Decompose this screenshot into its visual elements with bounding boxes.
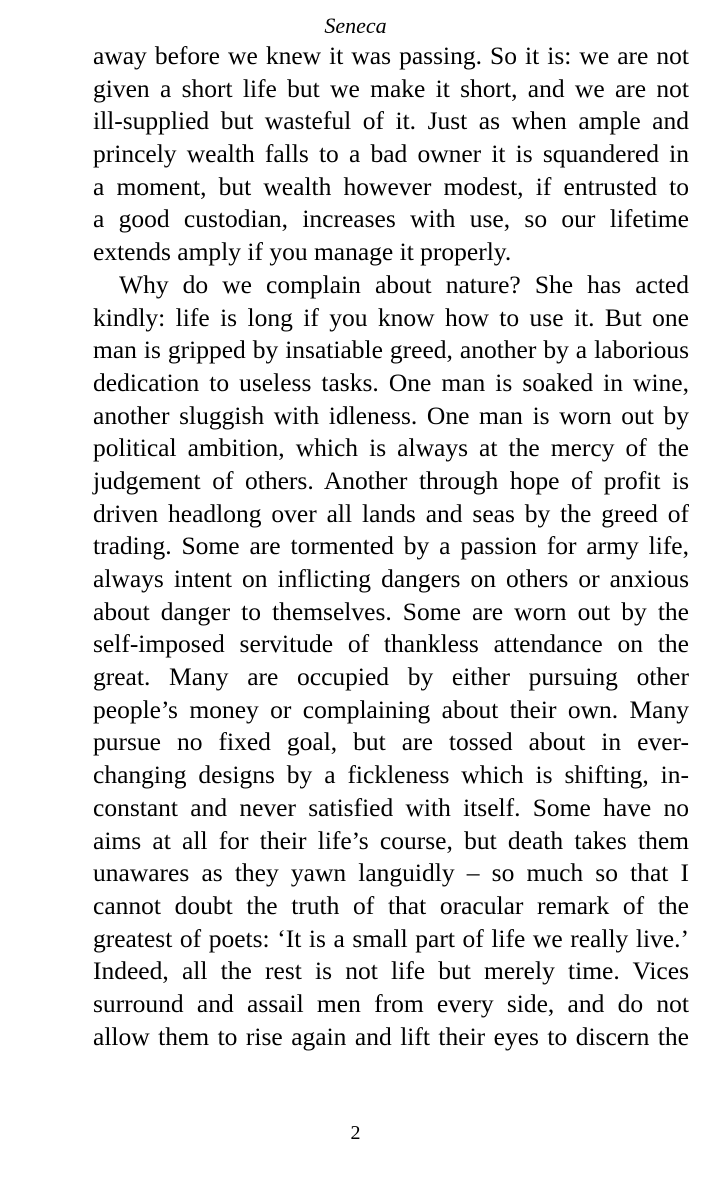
text-line: people’s money or complaining about their own. Many	[93, 694, 689, 724]
text-line: princely wealth falls to a bad owner it is squandered in	[93, 139, 689, 169]
text-line: political ambition, which is always at the mercy of the	[93, 433, 689, 463]
paragraph-1	[93, 40, 689, 269]
text-line: extends amply if you manage it properly.	[93, 237, 512, 267]
text-line: ill-supplied but wasteful of it. Just as when ample and	[93, 106, 689, 136]
text-line: dedication to useless tasks. One man is soaked in wine,	[93, 367, 689, 397]
text-line: trading. Some are tormented by a passion for army life,	[93, 531, 689, 561]
text-line: always intent on inflicting dangers on others or anxious	[93, 564, 689, 593]
text-line: allow them to rise again and lift their eyes to discern the	[93, 1021, 689, 1051]
text-line: unawares as they yawn languidly – so much so that I	[93, 858, 689, 888]
running-head: Seneca	[324, 13, 387, 38]
text-line: Indeed, all the rest is not life but merely time. Vices	[93, 956, 689, 986]
text-line: surround and assail men from every side, and do not	[93, 988, 689, 1018]
text-line: cannot doubt the truth of that oracular remark of the	[93, 890, 689, 920]
text-line: self-imposed servitude of thankless attendance on the	[93, 629, 689, 659]
text-line: given a short life but we make it short, and we are not	[93, 73, 689, 103]
text-line: driven headlong over all lands and seas by the greed of	[93, 498, 689, 528]
text-line: Why do we complain about nature? She has acted	[119, 269, 689, 299]
text-line: judgement of others. Another through hope of profit is	[93, 465, 689, 495]
text-line: man is gripped by insatiable greed, another by a laborious	[93, 335, 689, 365]
text-line: greatest of poets: ‘It is a small part of life we really live.’	[93, 923, 689, 953]
text-line: away before we knew it was passing. So it is: we are not	[93, 41, 689, 70]
text-line: aims at all for their life’s course, but death takes them	[93, 825, 689, 855]
text-line: changing designs by a fickleness which is shifting, in-	[93, 760, 689, 790]
text-line: a moment, but wealth however modest, if entrusted to	[93, 171, 689, 201]
text-line: kindly: life is long if you know how to use it. But one	[93, 302, 689, 332]
page-number: 2	[350, 1122, 361, 1144]
text-line: great. Many are occupied by either pursuing other	[93, 662, 689, 692]
text-line: another sluggish with idleness. One man is worn out by	[93, 400, 689, 430]
text-line: constant and never satisfied with itself. Some have no	[93, 792, 689, 822]
text-line: a good custodian, increases with use, so our lifetime	[93, 204, 689, 234]
body-text	[93, 40, 689, 1053]
paragraph-2	[93, 269, 689, 1054]
text-line: pursue no fixed goal, but are tossed about in ever-	[93, 727, 689, 757]
text-line: about danger to themselves. Some are worn out by the	[93, 596, 689, 626]
